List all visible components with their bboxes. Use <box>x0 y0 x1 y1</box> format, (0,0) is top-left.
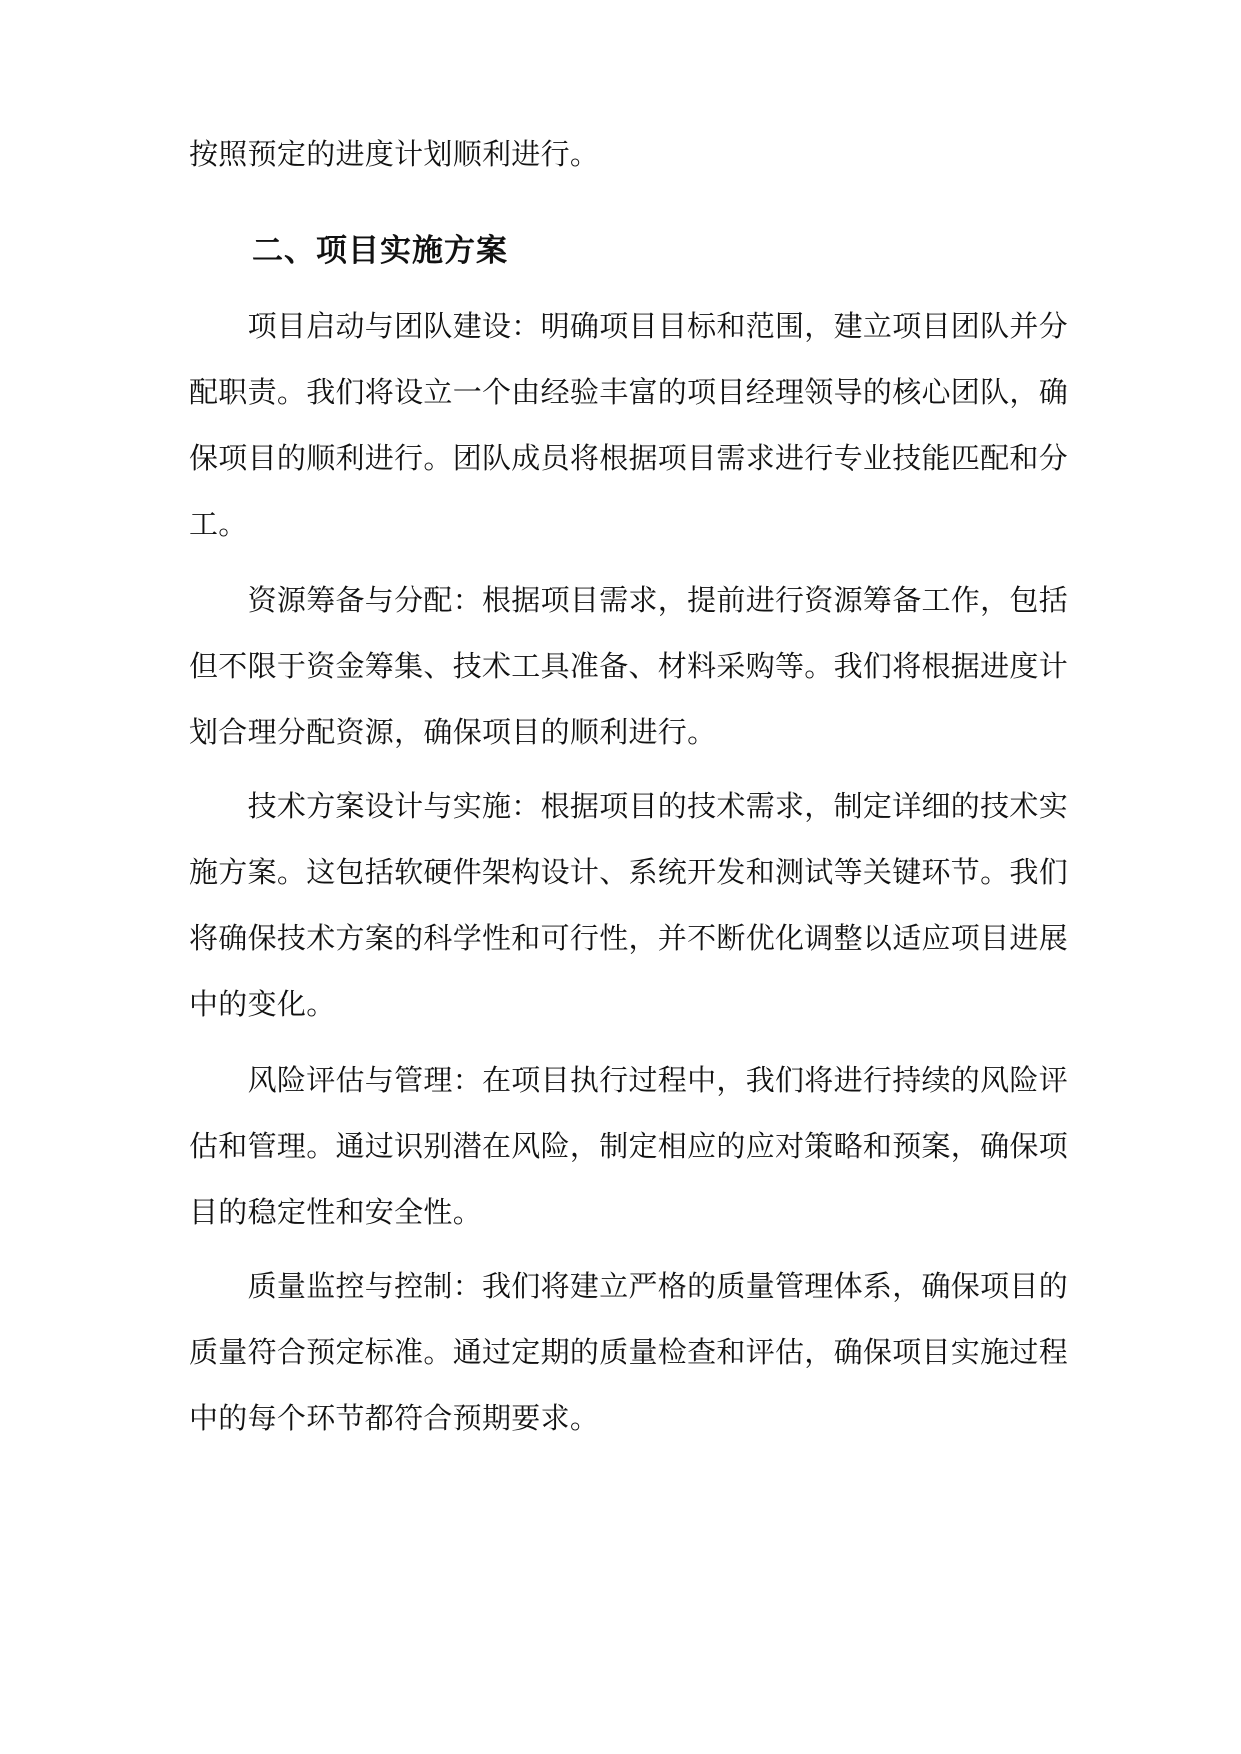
paragraph-line: 目的稳定性和安全性。 <box>189 1195 483 1229</box>
paragraph-line: 技术方案设计与实施：根据项目的技术需求，制定详细的技术实 <box>189 789 1069 823</box>
paragraph-line: 质量监控与控制：我们将建立严格的质量管理体系，确保项目的 <box>189 1269 1069 1303</box>
paragraph-line: 划合理分配资源，确保项目的顺利进行。 <box>189 715 717 749</box>
paragraph-line: 将确保技术方案的科学性和可行性，并不断优化调整以适应项目进展 <box>189 921 1069 955</box>
paragraph-line: 中的变化。 <box>189 987 336 1021</box>
paragraph-line: 保项目的顺利进行。团队成员将根据项目需求进行专业技能匹配和分 <box>189 441 1069 475</box>
paragraph-line: 估和管理。通过识别潜在风险，制定相应的应对策略和预案，确保项 <box>189 1129 1069 1163</box>
paragraph-line: 施方案。这包括软硬件架构设计、系统开发和测试等关键环节。我们 <box>189 855 1069 889</box>
paragraph-line: 但不限于资金筹集、技术工具准备、材料采购等。我们将根据进度计 <box>189 649 1069 683</box>
paragraph-line: 资源筹备与分配：根据项目需求，提前进行资源筹备工作，包括 <box>189 583 1069 617</box>
intro-line: 按照预定的进度计划顺利进行。 <box>189 137 600 171</box>
paragraph-line: 配职责。我们将设立一个由经验丰富的项目经理领导的核心团队，确 <box>189 375 1069 409</box>
section-heading: 二、项目实施方案 <box>252 233 508 269</box>
paragraph-line: 中的每个环节都符合预期要求。 <box>189 1401 600 1435</box>
paragraph-line: 风险评估与管理：在项目执行过程中，我们将进行持续的风险评 <box>189 1063 1069 1097</box>
paragraph-line: 项目启动与团队建设：明确项目目标和范围，建立项目团队并分 <box>189 309 1069 343</box>
paragraph-line: 质量符合预定标准。通过定期的质量检查和评估，确保项目实施过程 <box>189 1335 1069 1369</box>
paragraph-line: 工。 <box>189 507 248 541</box>
